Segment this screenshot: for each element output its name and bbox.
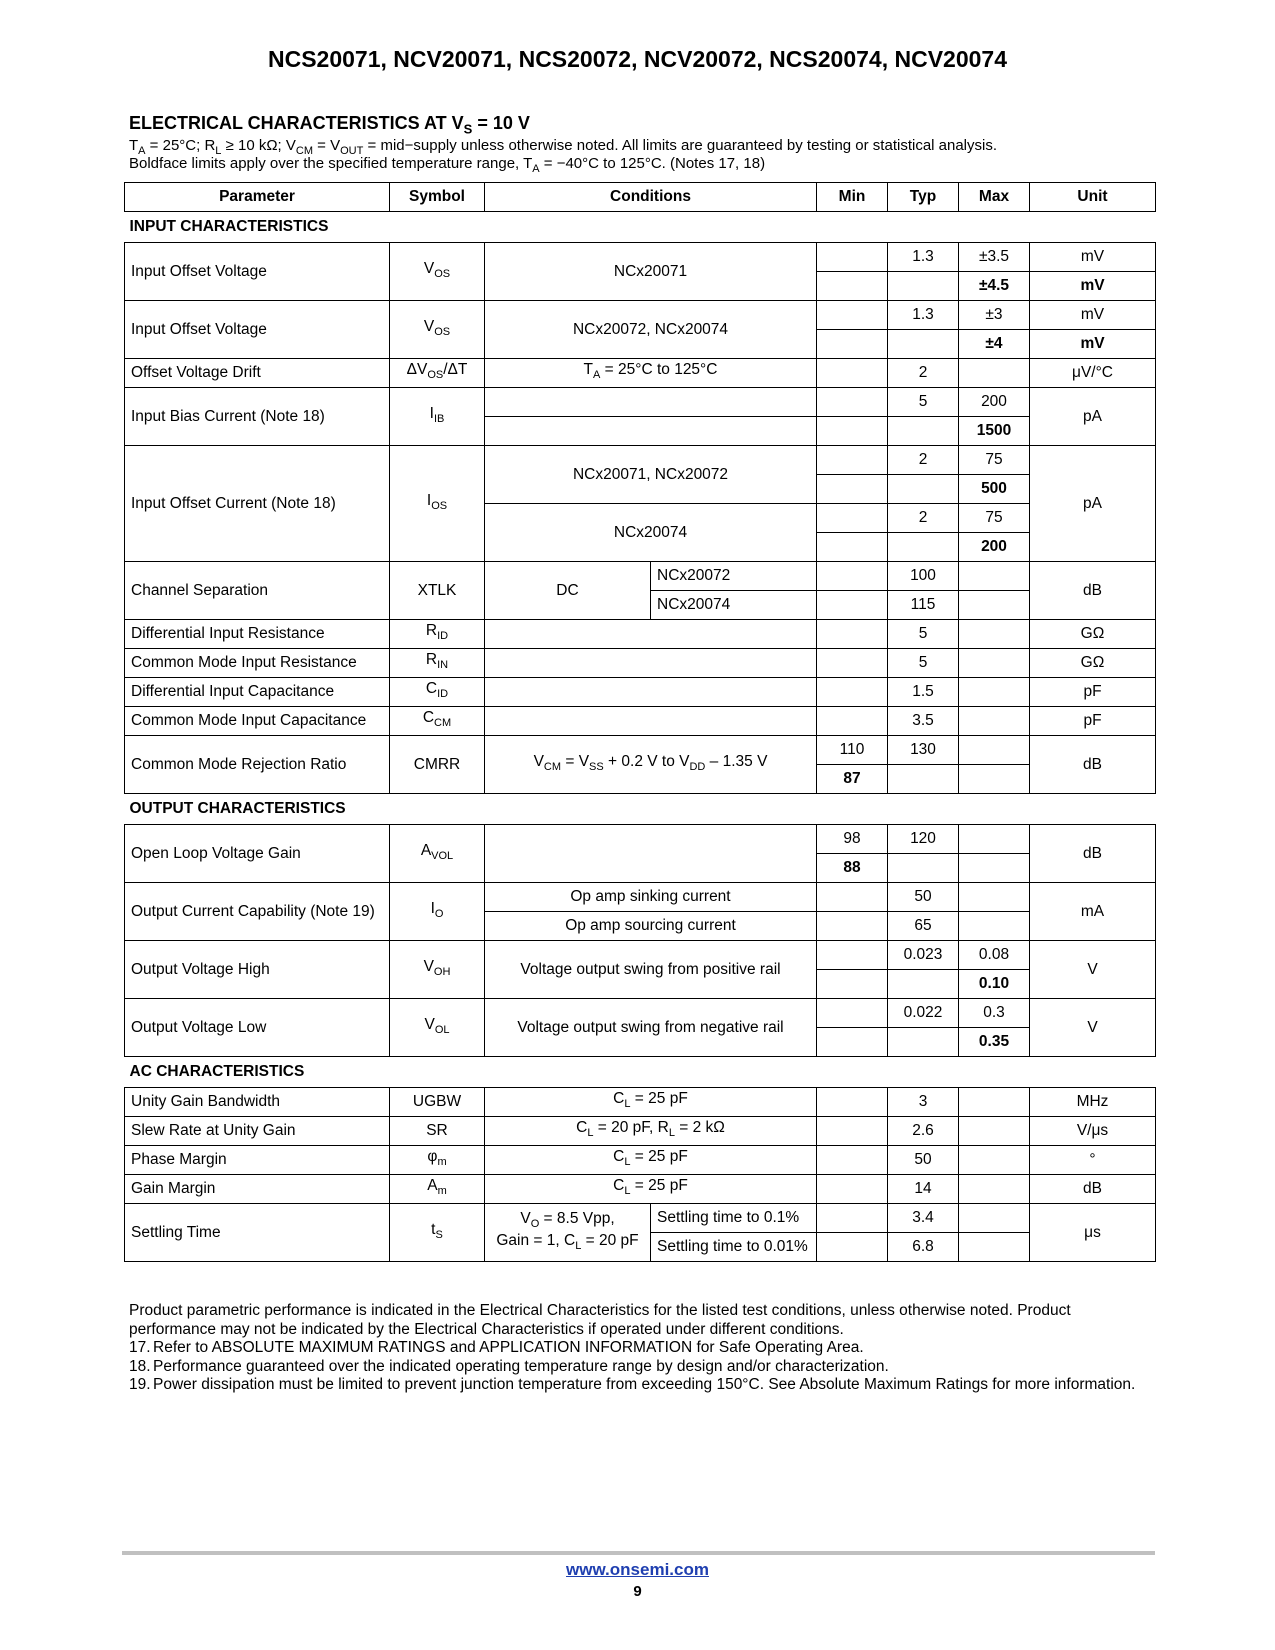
min-cell (817, 1028, 888, 1057)
table-row (125, 243, 1156, 272)
typ-cell: 1.3 (888, 243, 959, 272)
max-cell (959, 1204, 1030, 1233)
condition-cell: Op amp sourcing current (485, 912, 817, 941)
param-cell: Input Offset Current (Note 18) (125, 446, 390, 562)
boldface-limits-line: Boldface limits apply over the specified temperature range, $T_A = -40^\circ C$ to 125°C. (Notes 17, 18) (129, 155, 766, 175)
min-cell (817, 330, 888, 359)
min-cell: 87 (817, 765, 888, 794)
typ-cell: 100 (888, 562, 959, 591)
typ-cell: 3.5 (888, 707, 959, 736)
condition-cell (485, 707, 817, 736)
table-row (125, 883, 1156, 912)
document-title: NCS20071, NCV20071, NCS20072, NCV20072, NCS20074, NCV20074 (267, 46, 1007, 72)
symbol-cell: $I_{IB}$ (390, 388, 485, 446)
max-cell (959, 620, 1030, 649)
table-row (125, 649, 1156, 678)
max-cell (959, 562, 1030, 591)
param-cell: Differential Input Capacitance (125, 678, 390, 707)
page-number: 9 (633, 1583, 642, 1600)
min-cell (817, 446, 888, 475)
max-cell: 500 (959, 475, 1030, 504)
max-cell (959, 736, 1030, 765)
column-header: Typ (888, 183, 959, 212)
min-cell (817, 1088, 888, 1117)
column-header: Parameter (125, 183, 390, 212)
unit-cell: μs (1030, 1204, 1156, 1262)
section-title: INPUT CHARACTERISTICS (129, 218, 329, 235)
param-cell: Output Voltage Low (125, 999, 390, 1057)
typ-cell: 0.022 (888, 999, 959, 1028)
unit-cell: V/μs (1030, 1117, 1156, 1146)
condition-cell (485, 388, 817, 417)
unit-cell: μV/°C (1030, 359, 1156, 388)
symbol-cell: $V_{OS}$ (390, 243, 485, 301)
max-cell: 0.35 (959, 1028, 1030, 1057)
subcondition-cell: NCx20072 (651, 562, 817, 591)
symbol-cell: $R_{IN}$ (390, 649, 485, 678)
min-cell (817, 707, 888, 736)
param-cell: Output Voltage High (125, 941, 390, 999)
min-cell (817, 1204, 888, 1233)
section-row (125, 212, 1156, 243)
min-cell (817, 649, 888, 678)
param-cell: Common Mode Input Capacitance (125, 707, 390, 736)
max-cell (959, 359, 1030, 388)
typ-cell: 2 (888, 446, 959, 475)
unit-cell: GΩ (1030, 649, 1156, 678)
unit-cell: dB (1030, 825, 1156, 883)
max-cell (959, 1233, 1030, 1262)
min-cell (817, 1117, 888, 1146)
condition-cell (485, 417, 817, 446)
param-cell: Differential Input Resistance (125, 620, 390, 649)
typ-cell: 130 (888, 736, 959, 765)
max-cell: 200 (959, 533, 1030, 562)
condition-cell: Voltage output swing from negative rail (485, 999, 817, 1057)
min-cell (817, 970, 888, 999)
max-cell (959, 649, 1030, 678)
table-row (125, 446, 1156, 475)
section-title: AC CHARACTERISTICS (129, 1063, 305, 1080)
condition-cell: $V_{CM} = V_{SS} + 0.2$ V to $V_{DD} - 1.35$ V (485, 736, 817, 794)
subcondition-cell: NCx20074 (651, 591, 817, 620)
symbol-cell: $A_{VOL}$ (390, 825, 485, 883)
footnote: 19. Power dissipation must be limited to prevent junction temperature from exceeding 150°C. See Absolute Maximum Ratings for more information. (129, 1376, 1136, 1393)
condition-cell: Op amp sinking current (485, 883, 817, 912)
min-cell (817, 504, 888, 533)
typ-cell (888, 854, 959, 883)
max-cell (959, 1117, 1030, 1146)
typ-cell (888, 417, 959, 446)
typ-cell: 0.023 (888, 941, 959, 970)
section-row (125, 794, 1156, 825)
max-cell: 200 (959, 388, 1030, 417)
typ-cell: 6.8 (888, 1233, 959, 1262)
unit-cell: ° (1030, 1146, 1156, 1175)
param-cell: Common Mode Input Resistance (125, 649, 390, 678)
max-cell: 0.3 (959, 999, 1030, 1028)
table-row (125, 1088, 1156, 1117)
min-cell: 110 (817, 736, 888, 765)
typ-cell (888, 475, 959, 504)
unit-cell: mV (1030, 301, 1156, 330)
typ-cell: 50 (888, 1146, 959, 1175)
condition-cell (485, 620, 817, 649)
footnote: 18. Performance guaranteed over the indicated operating temperature range by design and/or characterization. (129, 1357, 889, 1375)
unit-cell: V (1030, 999, 1156, 1057)
footnotes (129, 1302, 1157, 1395)
table-row (125, 562, 1156, 591)
table-row (125, 388, 1156, 417)
table-row (125, 707, 1156, 736)
typ-cell (888, 330, 959, 359)
unit-cell: pA (1030, 446, 1156, 562)
unit-cell: dB (1030, 1175, 1156, 1204)
test-conditions-line: $T_A = 25^\circ C$; $R_L \ge 10$ kΩ; $V_{CM} = V_{OUT}$ = mid−supply unless otherwise noted. All limits are guaranteed by testing or statistical analysis. (129, 137, 998, 157)
min-cell (817, 562, 888, 591)
symbol-cell: $C_{ID}$ (390, 678, 485, 707)
symbol-cell: XTLK (390, 562, 485, 620)
footer-divider (122, 1551, 1155, 1555)
column-header: Symbol (390, 183, 485, 212)
condition-cell: NCx20072, NCx20074 (485, 301, 817, 359)
min-cell: 88 (817, 854, 888, 883)
param-cell: Common Mode Rejection Ratio (125, 736, 390, 794)
subcondition-cell: Settling time to 0.01% (651, 1233, 817, 1262)
table-row (125, 736, 1156, 765)
min-cell (817, 678, 888, 707)
min-cell (817, 243, 888, 272)
param-cell: Offset Voltage Drift (125, 359, 390, 388)
symbol-cell: $\Delta V_{OS}/\Delta T$ (390, 359, 485, 388)
condition-cell (485, 678, 817, 707)
typ-cell: 5 (888, 388, 959, 417)
symbol-cell: $V_{OS}$ (390, 301, 485, 359)
param-cell: Input Offset Voltage (125, 243, 390, 301)
condition-cell (485, 649, 817, 678)
table-row (125, 620, 1156, 649)
min-cell (817, 417, 888, 446)
notes-intro: Product parametric performance is indicated in the Electrical Characteristics for the listed test conditions, unless otherwise noted. Product performance may not be indicated by the Electrical Characteristics if operated under different conditions. (129, 1302, 1071, 1338)
param-cell: Unity Gain Bandwidth (125, 1088, 390, 1117)
symbol-cell: $I_{OS}$ (390, 446, 485, 562)
table-row (125, 1117, 1156, 1146)
unit-cell: pF (1030, 707, 1156, 736)
min-cell (817, 388, 888, 417)
max-cell: ±4.5 (959, 272, 1030, 301)
condition-cell: $C_L = 20$ pF, $R_L = 2$ kΩ (485, 1117, 817, 1146)
max-cell (959, 854, 1030, 883)
min-cell (817, 359, 888, 388)
typ-cell: 2.6 (888, 1117, 959, 1146)
typ-cell: 1.3 (888, 301, 959, 330)
typ-cell (888, 970, 959, 999)
max-cell (959, 1146, 1030, 1175)
min-cell (817, 912, 888, 941)
symbol-cell: $t_S$ (390, 1204, 485, 1262)
min-cell (817, 883, 888, 912)
max-cell (959, 1088, 1030, 1117)
table-row (125, 678, 1156, 707)
typ-cell: 5 (888, 649, 959, 678)
max-cell (959, 591, 1030, 620)
min-cell (817, 1233, 888, 1262)
unit-cell: dB (1030, 736, 1156, 794)
max-cell (959, 765, 1030, 794)
unit-cell: mA (1030, 883, 1156, 941)
condition-cell: $T_A = 25^\circ C$ to 125°C (485, 359, 817, 388)
unit-cell: dB (1030, 562, 1156, 620)
typ-cell: 65 (888, 912, 959, 941)
max-cell: ±4 (959, 330, 1030, 359)
table-row (125, 301, 1156, 330)
table-row (125, 999, 1156, 1028)
section-row (125, 1057, 1156, 1088)
unit-cell: mV (1030, 243, 1156, 272)
typ-cell: 3 (888, 1088, 959, 1117)
condition-cell: NCx20071, NCx20072 (485, 446, 817, 504)
column-header: Min (817, 183, 888, 212)
symbol-cell: $V_{OH}$ (390, 941, 485, 999)
condition-cell: $V_O = 8.5$ Vpp, Gain = 1, $C_L = 20$ pF (485, 1204, 651, 1262)
param-cell: Input Offset Voltage (125, 301, 390, 359)
section-heading: ELECTRICAL CHARACTERISTICS AT $V_S = 10$ V (129, 113, 530, 137)
max-cell (959, 825, 1030, 854)
website-link[interactable]: www.onsemi.com (566, 1560, 709, 1579)
min-cell: 98 (817, 825, 888, 854)
typ-cell: 2 (888, 359, 959, 388)
unit-cell: GΩ (1030, 620, 1156, 649)
section-title: OUTPUT CHARACTERISTICS (129, 800, 346, 817)
symbol-cell: $R_{ID}$ (390, 620, 485, 649)
table-row (125, 1204, 1156, 1233)
unit-cell: pA (1030, 388, 1156, 446)
electrical-characteristics-table (124, 182, 1156, 1262)
typ-cell: 50 (888, 883, 959, 912)
param-cell: Open Loop Voltage Gain (125, 825, 390, 883)
typ-cell: 1.5 (888, 678, 959, 707)
param-cell: Gain Margin (125, 1175, 390, 1204)
typ-cell (888, 1028, 959, 1057)
min-cell (817, 301, 888, 330)
condition-cell: DC (485, 562, 651, 620)
min-cell (817, 591, 888, 620)
max-cell: 0.08 (959, 941, 1030, 970)
min-cell (817, 272, 888, 301)
typ-cell: 3.4 (888, 1204, 959, 1233)
typ-cell: 115 (888, 591, 959, 620)
condition-cell: $C_L = 25$ pF (485, 1175, 817, 1204)
max-cell: 1500 (959, 417, 1030, 446)
table-header-row (125, 183, 1156, 212)
param-cell: Settling Time (125, 1204, 390, 1262)
max-cell: 75 (959, 446, 1030, 475)
min-cell (817, 533, 888, 562)
max-cell: 75 (959, 504, 1030, 533)
max-cell (959, 912, 1030, 941)
min-cell (817, 941, 888, 970)
condition-cell: Voltage output swing from positive rail (485, 941, 817, 999)
condition-cell: NCx20074 (485, 504, 817, 562)
min-cell (817, 475, 888, 504)
typ-cell: 120 (888, 825, 959, 854)
param-cell: Channel Separation (125, 562, 390, 620)
max-cell (959, 678, 1030, 707)
table-row (125, 1175, 1156, 1204)
condition-cell: $C_L = 25$ pF (485, 1146, 817, 1175)
param-cell: Input Bias Current (Note 18) (125, 388, 390, 446)
typ-cell: 14 (888, 1175, 959, 1204)
symbol-cell: $A_m$ (390, 1175, 485, 1204)
unit-cell: pF (1030, 678, 1156, 707)
condition-cell (485, 825, 817, 883)
max-cell: ±3 (959, 301, 1030, 330)
symbol-cell: SR (390, 1117, 485, 1146)
unit-cell: mV (1030, 330, 1156, 359)
max-cell: 0.10 (959, 970, 1030, 999)
unit-cell: MHz (1030, 1088, 1156, 1117)
symbol-cell: $\varphi_m$ (390, 1146, 485, 1175)
unit-cell: mV (1030, 272, 1156, 301)
min-cell (817, 1146, 888, 1175)
min-cell (817, 1175, 888, 1204)
condition-cell: $C_L = 25$ pF (485, 1088, 817, 1117)
typ-cell (888, 765, 959, 794)
param-cell: Slew Rate at Unity Gain (125, 1117, 390, 1146)
max-cell (959, 707, 1030, 736)
min-cell (817, 999, 888, 1028)
max-cell (959, 1175, 1030, 1204)
param-cell: Phase Margin (125, 1146, 390, 1175)
table-row (125, 1146, 1156, 1175)
max-cell (959, 883, 1030, 912)
typ-cell: 2 (888, 504, 959, 533)
table-row (125, 359, 1156, 388)
symbol-cell: $I_O$ (390, 883, 485, 941)
table-row (125, 825, 1156, 854)
typ-cell: 5 (888, 620, 959, 649)
subcondition-cell: Settling time to 0.1% (651, 1204, 817, 1233)
column-header: Conditions (485, 183, 817, 212)
unit-cell: V (1030, 941, 1156, 999)
condition-cell: NCx20071 (485, 243, 817, 301)
symbol-cell: $C_{CM}$ (390, 707, 485, 736)
min-cell (817, 620, 888, 649)
column-header: Unit (1030, 183, 1156, 212)
typ-cell (888, 272, 959, 301)
typ-cell (888, 533, 959, 562)
footnote: 17. Refer to ABSOLUTE MAXIMUM RATINGS and APPLICATION INFORMATION for Safe Operating Area. (129, 1339, 864, 1356)
max-cell: ±3.5 (959, 243, 1030, 272)
symbol-cell: $V_{OL}$ (390, 999, 485, 1057)
symbol-cell: CMRR (390, 736, 485, 794)
param-cell: Output Current Capability (Note 19) (125, 883, 390, 941)
symbol-cell: UGBW (390, 1088, 485, 1117)
table-row (125, 941, 1156, 970)
column-header: Max (959, 183, 1030, 212)
